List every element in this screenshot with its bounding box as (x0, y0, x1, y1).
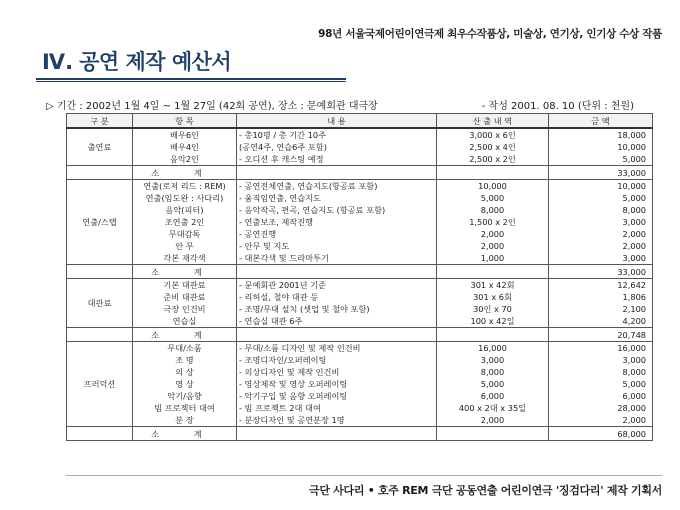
header-item: 항 목 (133, 114, 237, 129)
amount-cell-line: 10,000 (617, 142, 646, 152)
calc-cell-line: 2,000 (480, 241, 505, 251)
calc-cell-line: 3,000 (480, 355, 505, 365)
amount-cell-line: 16,000 (617, 343, 646, 353)
calc-cell-line: 2,500 x 2인 (469, 154, 516, 164)
amount-cell-line: 3,000 (622, 253, 646, 263)
calc-cell-line: 1,500 x 2인 (469, 217, 516, 227)
content-cell-line: - 무대/소품 디자인 및 제작 인건비 (239, 343, 361, 353)
section-title (42, 46, 231, 76)
calc-cell-line: 8,000 (480, 367, 505, 377)
content-cell-line: - 공연진행 (239, 229, 277, 239)
budget-table (66, 113, 653, 441)
amount-cell-line: 3,000 (622, 217, 646, 227)
header-caption: 98년 서울국제어린이연극제 최우수작품상, 미술상, 연기상, 인기상 수상 작품 (318, 28, 662, 40)
content-cell-line: - 의상디자인 및 제작 인건비 (239, 367, 340, 377)
calc-cell-line: 2,000 (480, 415, 505, 425)
item-cell-line: 안 무 (175, 241, 194, 251)
content-cell-line: - 오디션 후 캐스팅 예정 (239, 154, 324, 164)
category-cell: 연출/스탭 (67, 180, 133, 265)
calc-cell-line: 301 x 6회 (473, 292, 512, 302)
amount-cell-line: 8,000 (622, 367, 646, 377)
amount-cell (549, 180, 653, 265)
item-cell-line: 배우6인 (170, 130, 199, 140)
amount-cell-line: 6,000 (622, 391, 646, 401)
item-cell-line: 무대감독 (168, 229, 201, 239)
amount-cell (549, 342, 653, 427)
content-cell-line: - 조명디자인/오퍼레이팅 (239, 355, 327, 365)
footer-text: 극단 사다리 • 호주 REM 극단 공동연출 어린이연극 '징검다리' 제작 기획서 (309, 484, 662, 497)
item-cell-line: 극장 인건비 (163, 304, 206, 314)
item-cell-line: 조 명 (175, 355, 194, 365)
amount-cell-line: 3,000 (622, 355, 646, 365)
calc-cell-line: 100 x 42일 (470, 316, 515, 326)
section-title-text: 공연 제작 예산서 (79, 50, 232, 74)
item-cell-line: 빔 프로젝터 대여 (154, 403, 215, 413)
item-cell (133, 342, 237, 427)
content-cell-line: - 음악작곡, 편곡, 연습지도 (항공료 포함) (239, 205, 386, 215)
subtotal-row (67, 427, 653, 441)
content-cell-line: - 대본각색 및 드라마투기 (239, 253, 329, 263)
subtotal-amount: 33,000 (549, 166, 653, 180)
empty-cell (437, 427, 549, 441)
content-cell (237, 180, 437, 265)
item-cell-line: 의 상 (175, 367, 194, 377)
content-cell-line: - 리허설, 철야 대관 등 (239, 292, 319, 302)
calc-cell-line: 1,000 (480, 253, 505, 263)
content-cell-line: (공연4주, 연습6주 포함) (239, 142, 327, 152)
subtotal-label: 소 계 (133, 427, 237, 441)
title-underline-thin (36, 81, 346, 82)
category-cell: 출연료 (67, 128, 133, 166)
calc-cell (437, 128, 549, 166)
calc-cell-line: 5,000 (480, 193, 505, 203)
content-cell-line: - 빔 프로젝트 2대 대여 (239, 403, 321, 413)
content-cell-line: - 움직임연출, 연습지도 (239, 193, 321, 203)
written-date: - 작성 2001. 08. 10 (단위 : 천원) (481, 101, 634, 112)
item-cell-line: 분 장 (175, 415, 194, 425)
amount-cell-line: 5,000 (622, 193, 646, 203)
category-cell: 대관료 (67, 279, 133, 328)
content-cell-line: - 분장디자인 및 공연분장 1명 (239, 415, 345, 425)
calc-cell-line: 400 x 2대 x 35일 (458, 403, 527, 413)
item-cell (133, 128, 237, 166)
item-cell-line: 영 상 (175, 379, 194, 389)
amount-cell-line: 10,000 (617, 181, 646, 191)
amount-cell-line: 2,000 (622, 229, 646, 239)
calc-cell-line: 30인 x 70 (473, 304, 512, 314)
amount-cell-line: 4,200 (622, 316, 646, 326)
calc-cell-line: 2,500 x 4인 (469, 142, 516, 152)
table-row (67, 342, 653, 427)
empty-cell (237, 328, 437, 342)
subtotal-label: 소 계 (133, 166, 237, 180)
item-cell-line: 배우4인 (170, 142, 199, 152)
subtotal-row (67, 328, 653, 342)
header-content: 내 용 (237, 114, 437, 129)
calc-cell-line: 10,000 (478, 181, 507, 191)
content-cell-line: - 안무 및 지도 (239, 241, 290, 251)
amount-cell-line: 28,000 (617, 403, 646, 413)
amount-cell-line: 18,000 (617, 130, 646, 140)
item-cell-line: 기본 대관료 (163, 280, 206, 290)
table-row (67, 180, 653, 265)
calc-cell-line: 6,000 (480, 391, 505, 401)
item-cell-line: 준비 대관료 (163, 292, 206, 302)
amount-cell-line: 5,000 (622, 379, 646, 389)
subtotal-label: 소 계 (133, 265, 237, 279)
content-cell-line: - 영상제작 및 영상 오퍼레이팅 (239, 379, 348, 389)
footer-divider (66, 475, 662, 476)
content-cell-line: - 악기구입 및 음향 오퍼레이팅 (239, 391, 348, 401)
empty-cell (437, 166, 549, 180)
item-cell-line: 음악2인 (170, 154, 199, 164)
content-cell-line: - 문예회관 2001년 기준 (239, 280, 326, 290)
item-cell-line: 각본 재각색 (163, 253, 206, 263)
amount-cell (549, 279, 653, 328)
calc-cell-line: 301 x 42회 (470, 280, 515, 290)
calc-cell-line: 8,000 (480, 205, 505, 215)
amount-cell-line: 12,642 (617, 280, 646, 290)
empty-cell (237, 427, 437, 441)
empty-cell (67, 265, 133, 279)
content-cell (237, 128, 437, 166)
calc-cell (437, 342, 549, 427)
item-cell-line: 연습실 (172, 316, 197, 326)
calc-cell-line: 2,000 (480, 229, 505, 239)
amount-cell-line: 1,806 (622, 292, 646, 302)
calc-cell (437, 180, 549, 265)
content-cell (237, 279, 437, 328)
period-info: ▷ 기간 : 2002년 1월 4일 ~ 1월 27일 (42회 공연), 장소 : 문예회관 대극장 (46, 101, 378, 112)
table-row (67, 279, 653, 328)
empty-cell (237, 166, 437, 180)
calc-cell (437, 279, 549, 328)
amount-cell-line: 2,100 (622, 304, 646, 314)
empty-cell (67, 427, 133, 441)
item-cell-line: 조연출 2인 (164, 217, 205, 227)
item-cell-line: 악기/음향 (167, 391, 202, 401)
calc-cell-line: 16,000 (478, 343, 507, 353)
empty-cell (237, 265, 437, 279)
subtotal-row (67, 265, 653, 279)
content-cell (237, 342, 437, 427)
empty-cell (437, 265, 549, 279)
header-calc: 산 출 내 역 (437, 114, 549, 129)
empty-cell (67, 328, 133, 342)
amount-cell-line: 8,000 (622, 205, 646, 215)
subtotal-amount: 20,748 (549, 328, 653, 342)
category-cell: 프러덕션 (67, 342, 133, 427)
item-cell-line: 연출(로저 리드 : REM) (143, 181, 226, 191)
content-cell-line: - 총10명 / 총 기간 10주 (239, 130, 327, 140)
header-amount: 금 액 (549, 114, 653, 129)
content-cell-line: - 조명/무대 설치 (셋업 및 철야 포함) (239, 304, 370, 314)
empty-cell (437, 328, 549, 342)
section-number: Ⅳ. (42, 50, 74, 74)
subtotal-amount: 33,000 (549, 265, 653, 279)
amount-cell-line: 5,000 (622, 154, 646, 164)
item-cell-line: 음악(피터) (165, 205, 204, 215)
item-cell (133, 279, 237, 328)
item-cell-line: 연출(임도완 : 사다리) (145, 193, 224, 203)
calc-cell-line: 3,000 x 6인 (469, 130, 516, 140)
content-cell-line: - 공연전체연출, 연습지도(항공료 포함) (239, 181, 378, 191)
subtotal-amount: 68,000 (549, 427, 653, 441)
subtotal-row (67, 166, 653, 180)
amount-cell-line: 2,000 (622, 415, 646, 425)
item-cell (133, 180, 237, 265)
title-underline (36, 78, 346, 80)
calc-cell-line: 5,000 (480, 379, 505, 389)
item-cell-line: 무대/소품 (167, 343, 202, 353)
header-category: 구 분 (67, 114, 133, 129)
content-cell-line: - 연습실 대관 6주 (239, 316, 303, 326)
table-header-row (67, 114, 653, 129)
content-cell-line: - 연출보조, 제작진행 (239, 217, 314, 227)
empty-cell (67, 166, 133, 180)
subtotal-label: 소 계 (133, 328, 237, 342)
amount-cell-line: 2,000 (622, 241, 646, 251)
table-row (67, 128, 653, 166)
amount-cell (549, 128, 653, 166)
